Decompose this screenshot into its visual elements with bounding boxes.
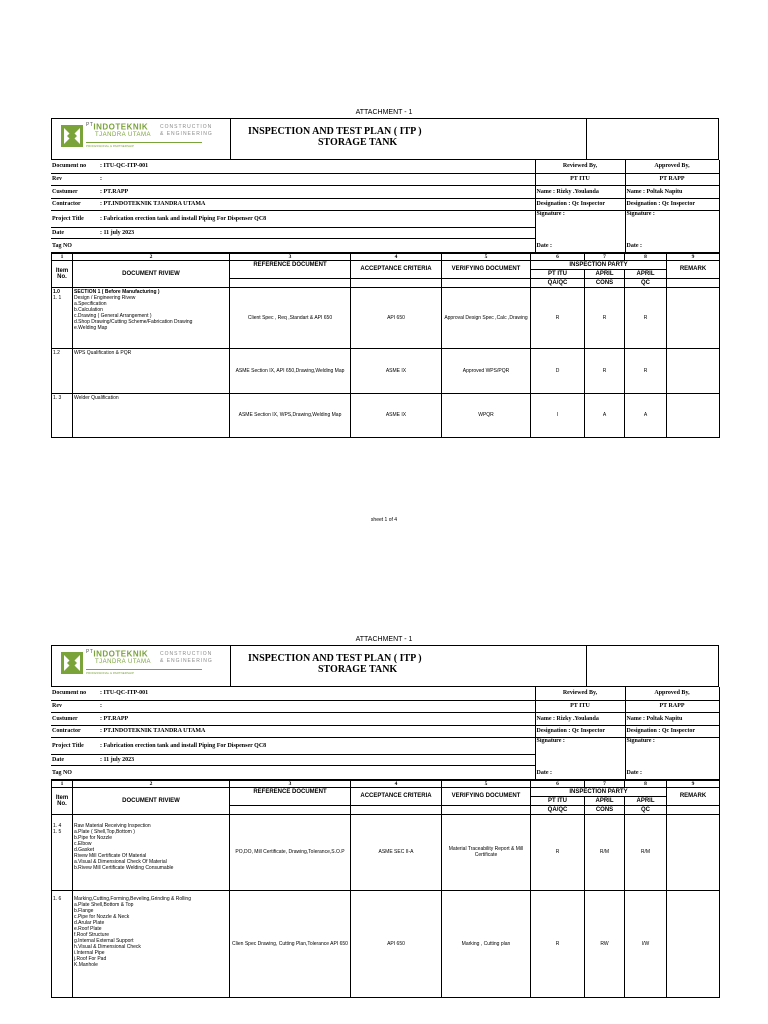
verifying-document-header: VERIFYING DOCUMENT [442, 260, 531, 278]
date-label: Date [51, 754, 99, 765]
table-row [52, 393, 720, 437]
reviewer-name: Name : Rizky .Youlanda [535, 712, 625, 725]
april-cons-cell: R [585, 287, 625, 348]
logo-name-line1: $^{PT}$INDOTEKNIK [86, 122, 149, 132]
remark-cell [667, 890, 720, 997]
logo-side-line1: CONSTRUCTION [160, 124, 213, 130]
reference-document-header: REFERENCE DOCUMENT [230, 260, 351, 278]
attachment-label: ATTACHMENT - 1 [355, 109, 413, 116]
approver-company: PT RAPP [625, 700, 719, 712]
logo-name-line2: TJANDRA UTAMA [95, 659, 152, 665]
itp-table [51, 780, 720, 998]
column-number: 8 [625, 780, 667, 787]
column-number: 2 [73, 780, 230, 787]
pt-itu-cell: I [531, 393, 585, 437]
reference-document-cell: ASME Section IX, WPS,Drawing,Welding Map [230, 393, 351, 437]
april-cons-cell: RW [585, 890, 625, 997]
column-number: 6 [531, 780, 585, 787]
logo-divider [86, 669, 202, 670]
party-pt-itu-role: QA/QC [531, 278, 585, 287]
itp-title-line1: INSPECTION AND TEST PLAN ( ITP ) [248, 653, 422, 664]
approver-name: Name : Poltak Napitu [625, 185, 719, 198]
logo-side-line2: & ENGINEERING [160, 131, 213, 137]
column-number: 1 [52, 780, 73, 787]
tag-no-label: Tag NO [51, 241, 99, 252]
table-row [52, 814, 720, 890]
column-number: 9 [667, 780, 720, 787]
rev-label: Rev [51, 700, 99, 712]
itp-sheet [51, 118, 719, 438]
date-value: : 11 july 2023 [99, 227, 535, 238]
column-number: 9 [667, 253, 720, 260]
document-info-table [51, 160, 720, 253]
logo-divider [86, 142, 202, 143]
party-april-qc: APRIL [625, 796, 667, 805]
column-number: 7 [585, 780, 625, 787]
column-number: 6 [531, 253, 585, 260]
reviewer-signature: Signature : [535, 737, 625, 768]
column-number: 1 [52, 253, 73, 260]
logo-side-line2: & ENGINEERING [160, 658, 213, 664]
customer-value: : PT.RAPP [99, 712, 535, 725]
contractor-label: Contractor [51, 198, 99, 210]
reference-document-cell: PO,DO, Mill Certificate, Drawing,Tolerance,S.O.P [230, 814, 351, 890]
item-number: 1.0 1. 1 [52, 287, 73, 348]
itp-sheet [51, 645, 719, 998]
pt-itu-cell: R [531, 287, 585, 348]
column-number: 2 [73, 253, 230, 260]
project-title-label: Project Title [51, 210, 99, 227]
item-number: 1. 4 1. 5 [52, 814, 73, 890]
reviewer-designation: Designation : Qc Inspector [535, 198, 625, 210]
header-spacer [351, 805, 442, 814]
project-title-value: : Fabrication erection tank and install Piping For Dispenser QC8 [99, 737, 535, 754]
party-april-cons: APRIL [585, 796, 625, 805]
document-review-cell: SECTION 1 ( Before Manufacturing ) Design / Engineering Rivew a.Specification b.Calculation c.Drawing ( General Arrangement ) d.Shop Drawing/Cutting Scheme/Fabrication Drawing e.Welding Map [73, 287, 230, 348]
inspection-party-header: INSPECTION PARTY [531, 260, 667, 269]
acceptance-criteria-cell: ASME IX [351, 393, 442, 437]
verifying-document-header: VERIFYING DOCUMENT [442, 787, 531, 805]
table-row [52, 287, 720, 348]
itp-title-line2: STORAGE TANK [318, 137, 398, 148]
attachment-label: ATTACHMENT - 1 [355, 636, 413, 643]
approver-designation: Designation : Qc Inspector [625, 198, 719, 210]
document-review-cell: WPS Qualification & PQR [73, 348, 230, 393]
customer-label: Custumer [51, 712, 99, 725]
column-number: 5 [442, 253, 531, 260]
april-qc-cell: R [625, 348, 667, 393]
inspection-party-header: INSPECTION PARTY [531, 787, 667, 796]
approved-by-label: Approved By, [625, 687, 719, 700]
approver-designation: Designation : Qc Inspector [625, 725, 719, 737]
company-logo [52, 119, 231, 159]
item-number: 1. 6 [52, 890, 73, 997]
header-spacer [230, 278, 351, 287]
reviewer-company: PT ITU [535, 173, 625, 185]
logo-tagline: PROFESSIONAL & PARTNERSHIP [86, 671, 134, 675]
table-row [52, 890, 720, 997]
document-review-header: DOCUMENT RIVIEW [73, 787, 230, 814]
party-pt-itu-role: QA/QC [531, 805, 585, 814]
rev-label: Rev [51, 173, 99, 185]
approver-signature: Signature : [625, 737, 719, 768]
verifying-document-cell: Approved WPS/PQR [442, 348, 531, 393]
april-qc-cell: R/M [625, 814, 667, 890]
verifying-document-cell: WPQR [442, 393, 531, 437]
column-number: 5 [442, 780, 531, 787]
column-number: 8 [625, 253, 667, 260]
contractor-value: : PT.INDOTEKNIK TJANDRA UTAMA [99, 198, 535, 210]
contractor-label: Contractor [51, 725, 99, 737]
logo-name-line1: $^{PT}$INDOTEKNIK [86, 649, 149, 659]
approver-signature: Signature : [625, 210, 719, 241]
party-april-qc: APRIL [625, 269, 667, 278]
party-april-cons: APRIL [585, 269, 625, 278]
april-qc-cell: R [625, 287, 667, 348]
document-review-cell: Welder Qualification [73, 393, 230, 437]
column-number: 3 [230, 253, 351, 260]
doc-no-value: : ITU-QC-ITP-001 [99, 160, 535, 173]
approver-name: Name : Poltak Napitu [625, 712, 719, 725]
tag-no-label: Tag NO [51, 768, 99, 779]
reviewer-company: PT ITU [535, 700, 625, 712]
remark-cell [667, 287, 720, 348]
project-title-label: Project Title [51, 737, 99, 754]
tag-no-value [99, 241, 535, 252]
april-qc-cell: A [625, 393, 667, 437]
april-cons-cell: A [585, 393, 625, 437]
column-number: 4 [351, 780, 442, 787]
reviewed-by-label: Reviewed By, [535, 160, 625, 173]
rev-value: : [99, 173, 535, 185]
reviewer-signature: Signature : [535, 210, 625, 241]
header-spacer [667, 278, 720, 287]
party-april-qc-role: QC [625, 278, 667, 287]
itp-title-line1: INSPECTION AND TEST PLAN ( ITP ) [248, 126, 422, 137]
document-info-table [51, 687, 720, 780]
company-logo-icon [61, 652, 83, 674]
document-review-cell: Marking,Cutting,Forming,Beveling,Grinding & Rolling a.Plate Shell,Bottom & Top b.Flange c.Pipe for Nozzle & Neck d.Arular Plate e.Roof Plate f.Roof Structure g.Internal External Support h.Visual & Dimensional Check i.Internal Pipe j.Roof For Pad K.Manhole [73, 890, 230, 997]
doc-no-label: Document no [51, 687, 99, 700]
april-qc-cell: I/W [625, 890, 667, 997]
column-number: 3 [230, 780, 351, 787]
item-number: 1. 3 [52, 393, 73, 437]
party-pt-itu: PT ITU [531, 269, 585, 278]
table-row [52, 348, 720, 393]
acceptance-criteria-cell: API 650 [351, 287, 442, 348]
logo-tagline: PROFESSIONAL & PARTNERSHIP [86, 144, 134, 148]
acceptance-criteria-header: ACCEPTANCE CRITERIA [351, 787, 442, 805]
itp-title [230, 646, 587, 686]
customer-value: : PT.RAPP [99, 185, 535, 198]
verifying-document-cell: Material Traceability Report & Mill Certificate [442, 814, 531, 890]
reference-document-cell: Client Spec , Req ,Standart & API 650 [230, 287, 351, 348]
doc-no-label: Document no [51, 160, 99, 173]
itp-header [51, 645, 719, 687]
acceptance-criteria-cell: ASME SEC II-A [351, 814, 442, 890]
logo-side-line1: CONSTRUCTION [160, 651, 213, 657]
reference-document-header: REFERENCE DOCUMENT [230, 787, 351, 805]
document-review-cell: Raw Material Receiving Inspection a.Plate ( Shell,Top,Bottom ) b.Pipe for Nozzle c.Elbow d.Gasket Rivew Mill Certificate Of Material a.Visual & Dimensional Check Of Material b.Rivew Mill Certificate Welding Consumable [73, 814, 230, 890]
reviewer-designation: Designation : Qc Inspector [535, 725, 625, 737]
tag-no-value [99, 768, 535, 779]
pt-itu-cell: R [531, 890, 585, 997]
company-logo [52, 646, 231, 686]
sheet-number: sheet 1 of 4 [370, 517, 398, 523]
column-number: 7 [585, 253, 625, 260]
remark-cell [667, 814, 720, 890]
approver-date: Date : [625, 241, 719, 252]
header-spacer [442, 278, 531, 287]
party-pt-itu: PT ITU [531, 796, 585, 805]
customer-label: Custumer [51, 185, 99, 198]
logo-name-line2: TJANDRA UTAMA [95, 132, 152, 138]
itp-header [51, 118, 719, 160]
april-cons-cell: R [585, 348, 625, 393]
header-spacer [667, 805, 720, 814]
header-spacer [351, 278, 442, 287]
approver-company: PT RAPP [625, 173, 719, 185]
column-number: 4 [351, 253, 442, 260]
date-label: Date [51, 227, 99, 238]
header-spacer [442, 805, 531, 814]
header-spacer [230, 805, 351, 814]
approved-by-label: Approved By, [625, 160, 719, 173]
project-title-value: : Fabrication erection tank and install Piping For Dispenser QC8 [99, 210, 535, 227]
acceptance-criteria-cell: API 650 [351, 890, 442, 997]
date-value: : 11 july 2023 [99, 754, 535, 765]
remark-cell [667, 393, 720, 437]
itp-title-line2: STORAGE TANK [318, 664, 398, 675]
itp-title [230, 119, 587, 159]
reference-document-cell: ASME Section IX, API 650,Drawing,Welding Map [230, 348, 351, 393]
approver-date: Date : [625, 768, 719, 779]
item-no-header: Item No. [52, 787, 73, 814]
doc-no-value: : ITU-QC-ITP-001 [99, 687, 535, 700]
reviewed-by-label: Reviewed By, [535, 687, 625, 700]
acceptance-criteria-header: ACCEPTANCE CRITERIA [351, 260, 442, 278]
reference-document-cell: Clien Spec Drawing, Cutting Plan,Tolerance API 650 [230, 890, 351, 997]
acceptance-criteria-cell: ASME IX [351, 348, 442, 393]
reviewer-date: Date : [535, 241, 625, 252]
party-april-cons-role: CONS [585, 805, 625, 814]
reviewer-date: Date : [535, 768, 625, 779]
party-april-qc-role: QC [625, 805, 667, 814]
item-number: 1.2 [52, 348, 73, 393]
item-no-header: Item No. [52, 260, 73, 287]
remark-header: REMARK [667, 787, 720, 805]
remark-cell [667, 348, 720, 393]
verifying-document-cell: Approval Design Spec ,Calc ,Drawing [442, 287, 531, 348]
verifying-document-cell: Marking , Cutting plan [442, 890, 531, 997]
pt-itu-cell: D [531, 348, 585, 393]
april-cons-cell: R/M [585, 814, 625, 890]
itp-table [51, 253, 720, 438]
document-review-header: DOCUMENT RIVIEW [73, 260, 230, 287]
reviewer-name: Name : Rizky .Youlanda [535, 185, 625, 198]
pt-itu-cell: R [531, 814, 585, 890]
remark-header: REMARK [667, 260, 720, 278]
party-april-cons-role: CONS [585, 278, 625, 287]
contractor-value: : PT.INDOTEKNIK TJANDRA UTAMA [99, 725, 535, 737]
rev-value: : [99, 700, 535, 712]
company-logo-icon [61, 125, 83, 147]
